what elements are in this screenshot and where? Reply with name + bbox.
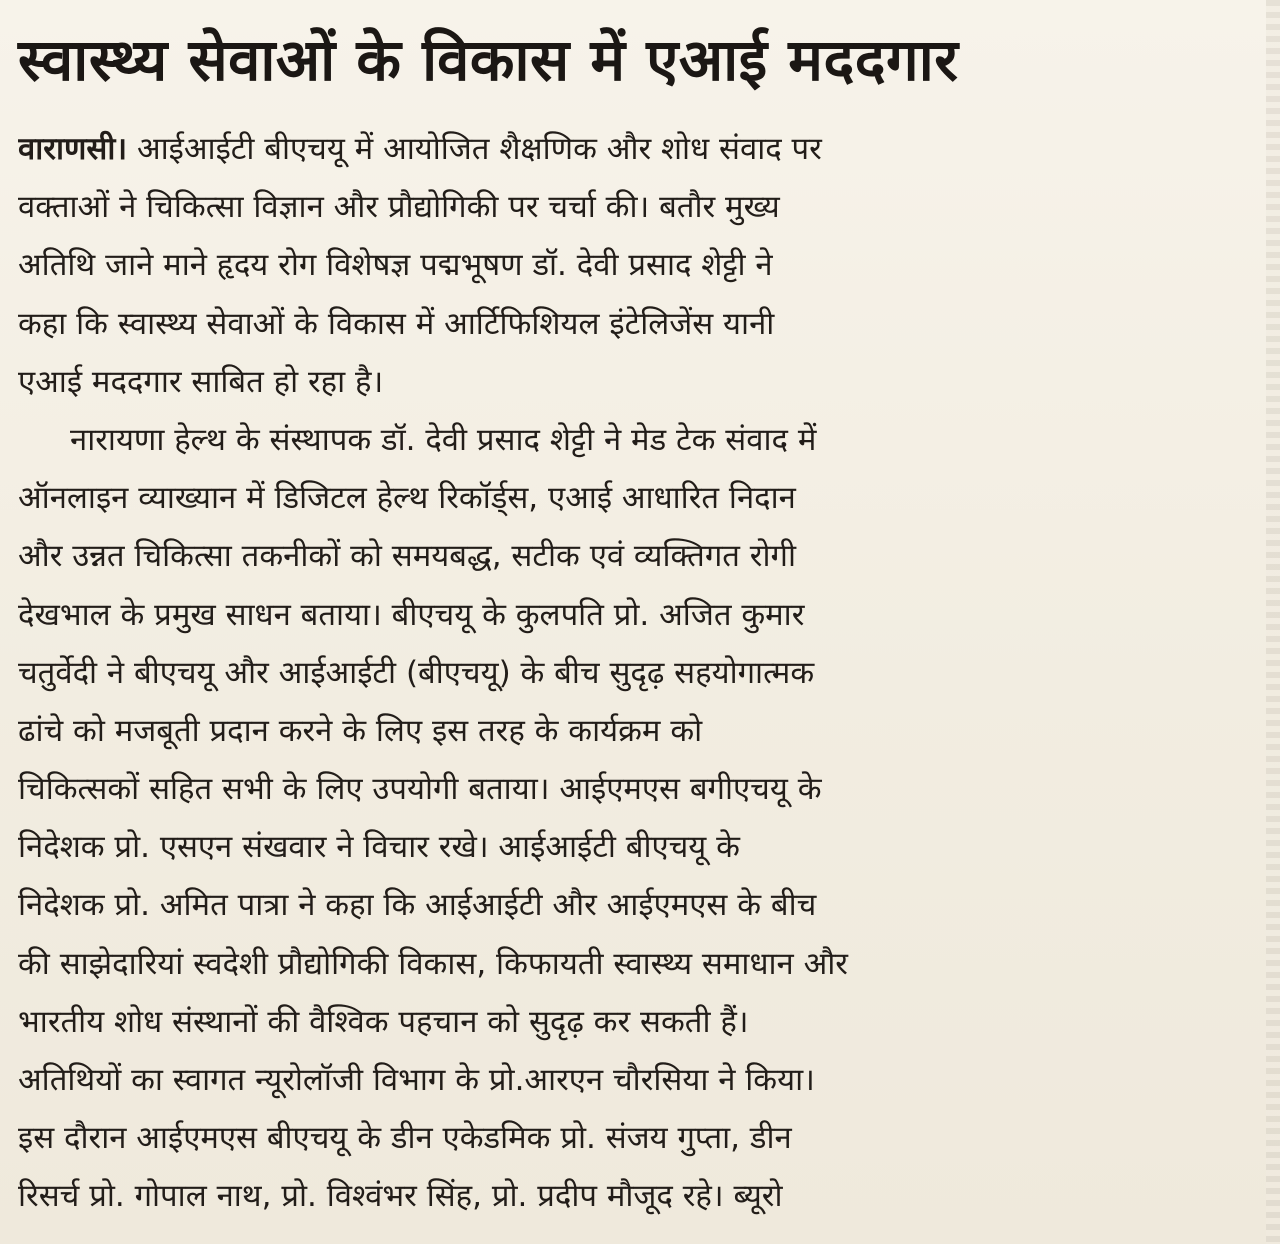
paragraph-2-line-3: और उन्नत चिकित्सा तकनीकों को समयबद्ध, सटीक एवं व्यक्तिगत रोगी [18,538,796,575]
paragraph-2-line-4: देखभाल के प्रमुख साधन बताया। बीएचयू के कुलपति प्रो. अजित कुमार [18,596,805,633]
paragraph-1-line-2: वक्ताओं ने चिकित्सा विज्ञान और प्रौद्योगिकी पर चर्चा की। बतौर मुख्य [18,189,780,226]
paragraph-2-line-6: ढांचे को मजबूती प्रदान करने के लिए इस तरह के कार्यक्रम को [18,712,703,749]
paragraph-2-line-14: रिसर्च प्रो. गोपाल नाथ, प्रो. विश्वंभर सिंह, प्रो. प्रदीप मौजूद रहे। ब्यूरो [18,1178,783,1215]
paragraph-2-line-12: अतिथियों का स्वागत न्यूरोलॉजी विभाग के प्रो.आरएन चौरसिया ने किया। [18,1062,815,1098]
paragraph-1-line-4: कहा कि स्वास्थ्य सेवाओं के विकास में आर्टिफिशियल इंटेलिजेंस यानी [18,305,775,342]
page-edge-strip [1266,0,1280,1244]
headline: स्वास्थ्य सेवाओं के विकास में एआई मददगार [18,26,959,94]
paragraph-2-line-8: निदेशक प्रो. एसएन संखवार ने विचार रखे। आईआईटी बीएचयू के [18,829,740,866]
paragraph-1-line-1: आईआईटी बीएचयू में आयोजित शैक्षणिक और शोध संवाद पर [127,131,822,167]
paragraph-2-line-5: चतुर्वेदी ने बीएचयू और आईआईटी (बीएचयू) के बीच सुदृढ़ सहयोगात्मक [18,654,815,691]
paragraph-2-line-10: की साझेदारियां स्वदेशी प्रौद्योगिकी विकास, किफायती स्वास्थ्य समाधान और [18,945,848,982]
paragraph-2-line-13: इस दौरान आईएमएस बीएचयू के डीन एकेडमिक प्रो. संजय गुप्ता, डीन [18,1120,792,1157]
paragraph-1-line-3: अतिथि जाने माने हृदय रोग विशेषज्ञ पद्मभूषण डॉ. देवी प्रसाद शेट्टी ने [18,247,773,284]
dateline: वाराणसी। [18,131,128,167]
paragraph-1-line-5: एआई मददगार साबित हो रहा है। [18,363,384,400]
article-body [18,120,1250,1226]
paragraph-2-line-11: भारतीय शोध संस्थानों की वैश्विक पहचान को सुदृढ़ कर सकती हैं। [18,1003,749,1040]
paragraph-2-line-2: ऑनलाइन व्याख्यान में डिजिटल हेल्थ रिकॉर्ड्स, एआई आधारित निदान [18,480,796,517]
paragraph-2-line-7: चिकित्सकों सहित सभी के लिए उपयोगी बताया। आईएमएस बगीएचयू के [18,771,822,808]
paragraph-2-line-9: निदेशक प्रो. अमित पात्रा ने कहा कि आईआईटी और आईएमएस के बीच [18,887,817,924]
body-line-1 [18,120,1250,178]
paragraph-2-line-1: नारायणा हेल्थ के संस्थापक डॉ. देवी प्रसाद शेट्टी ने मेड टेक संवाद में [70,421,817,458]
